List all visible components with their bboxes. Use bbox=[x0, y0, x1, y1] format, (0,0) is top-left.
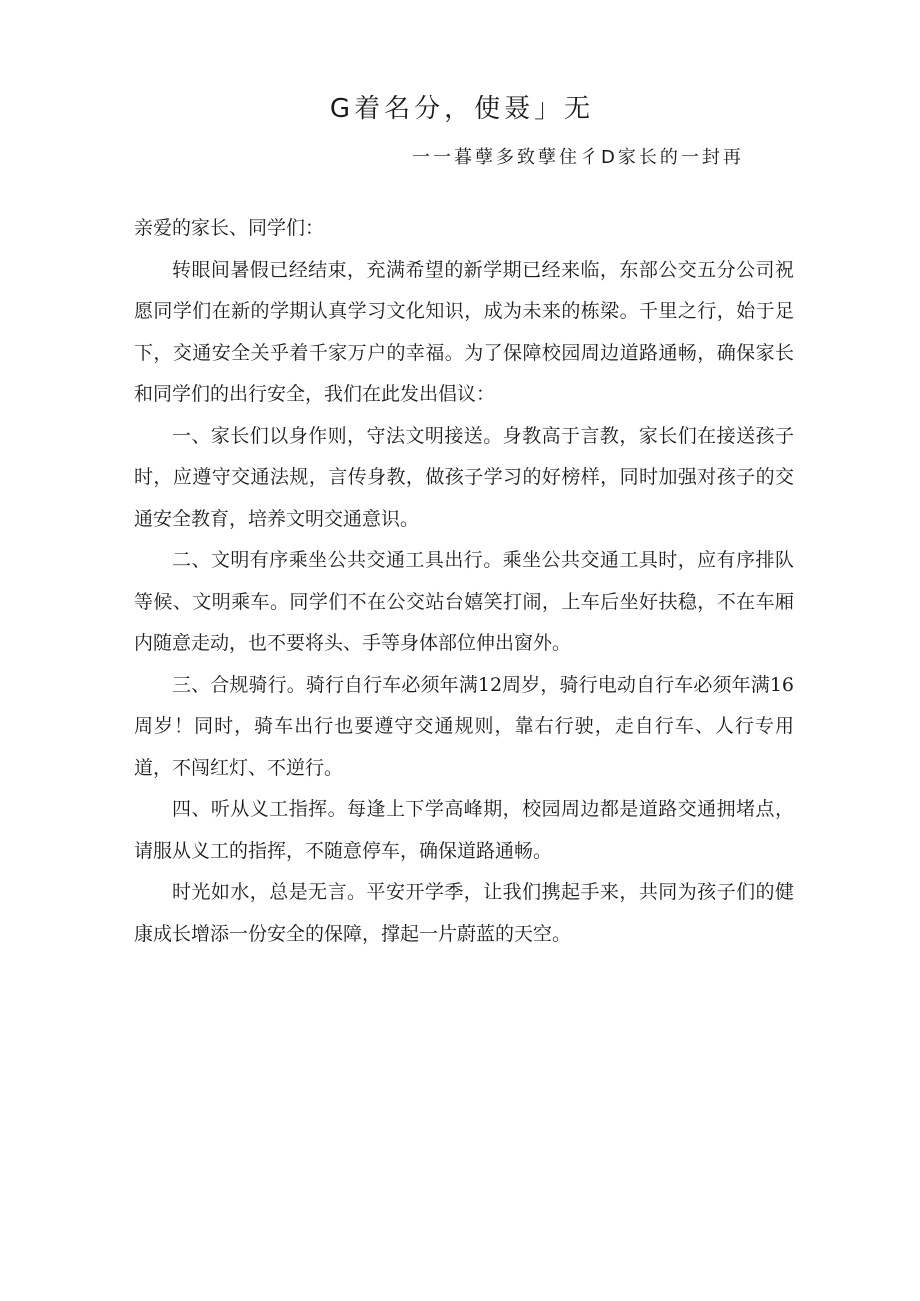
paragraph-item-3: 三、合规骑行。骑行自行车必须年满12周岁，骑行电动自行车必须年满16周岁！同时，骑车出行也要遵守交通规则，靠右行驶，走自行车、人行专用道，不闯红灯、不逆行。 bbox=[134, 673, 794, 779]
paragraph-intro: 转眼间暑假已经结束，充满希望的新学期已经来临，东部公交五分公司祝愿同学们在新的学期认真学习文化知识，成为未来的栋梁。千里之行，始于足下，交通安全关乎着千家万户的幸福。为了保障校园周边道路通畅，确保家长和同学们的出行安全，我们在此发出倡议： bbox=[134, 258, 794, 405]
letter-greeting: 亲爱的家长、同学们： bbox=[134, 217, 325, 239]
document-title: G着名分，使聂」无 bbox=[329, 94, 595, 124]
paragraph-item-2: 二、文明有序乘坐公共交通工具出行。乘坐公共交通工具时，应有序排队等候、文明乘车。同学们不在公交站台嬉笑打闹，上车后坐好扶稳，不在车厢内随意走动，也不要将头、手等身体部位伸出窗外。 bbox=[134, 549, 794, 654]
paragraph-item-4: 四、听从义工指挥。每逢上下学高峰期，校园周边都是道路交通拥堵点，请服从义工的指挥，不随意停车，确保道路通畅。 bbox=[134, 798, 794, 862]
paragraph-item-1: 一、家长们以身作则，守法文明接送。身教高于言教，家长们在接送孩子时，应遵守交通法规，言传身教，做孩子学习的好榜样，同时加强对孩子的交通安全教育，培养文明交通意识。 bbox=[134, 424, 794, 530]
document-subtitle: 一一暮孽多致孽住彳D家长的一封再 bbox=[412, 147, 744, 168]
letter-body bbox=[134, 208, 794, 955]
paragraph-closing: 时光如水，总是无言。平安开学季，让我们携起手来，共同为孩子们的健康成长增添一份安全的保障，撑起一片蔚蓝的天空。 bbox=[134, 881, 794, 945]
